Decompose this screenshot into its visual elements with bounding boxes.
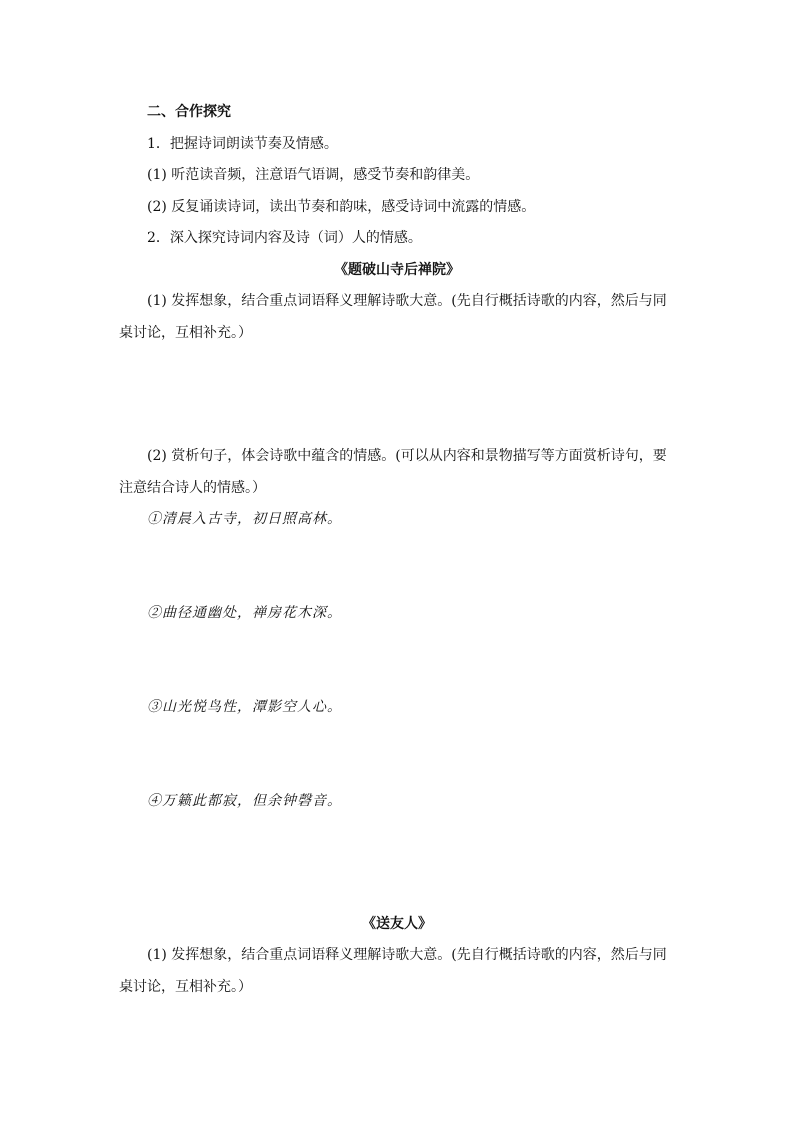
item-2: 2．深入探究诗词内容及诗（词）人的情感。 (147, 230, 422, 246)
section-heading: 二、合作探究 (147, 104, 231, 120)
item-1-1: (1) 听范读音频，注意语气语调，感受节奏和韵律美。 (147, 167, 480, 183)
item-1: 1．把握诗词朗读节奏及情感。 (147, 136, 338, 152)
poem1-line-1: ①清晨入古寺，初日照高林。 (147, 511, 342, 527)
poem2-question1-line1: (1) 发挥想象，结合重点词语释义理解诗歌大意。(先自行概括诗歌的内容，然后与同 (147, 947, 667, 963)
poem2-question1-line2: 桌讨论，互相补充。） (119, 979, 252, 995)
poem2-title: 《送友人》 (362, 916, 432, 932)
poem1-line-3: ③山光悦鸟性，潭影空人心。 (147, 699, 342, 715)
poem1-title: 《题破山寺后禅院》 (334, 262, 460, 278)
poem1-question2-line1: (2) 赏析句子，体会诗歌中蕴含的情感。(可以从内容和景物描写等方面赏析诗句，要 (147, 448, 667, 464)
poem1-question1-line2: 桌讨论，互相补充。） (119, 325, 252, 341)
poem1-question1-line1: (1) 发挥想象，结合重点词语释义理解诗歌大意。(先自行概括诗歌的内容，然后与同 (147, 293, 667, 309)
poem1-question2-line2: 注意结合诗人的情感。） (119, 480, 266, 496)
poem1-line-2: ②曲径通幽处，禅房花木深。 (147, 605, 342, 621)
poem1-line-4: ④万籁此都寂，但余钟磬音。 (147, 793, 342, 809)
item-1-2: (2) 反复诵读诗词，读出节奏和韵味，感受诗词中流露的情感。 (147, 199, 536, 215)
